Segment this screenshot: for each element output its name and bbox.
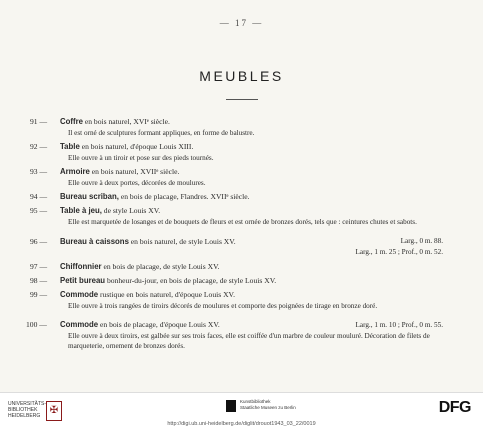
entry-item-description: de style Louis XV. bbox=[101, 206, 161, 215]
entry-item-description: rustique en bois naturel, d'époque Louis XV. bbox=[98, 290, 235, 299]
entry-number: 92 — bbox=[30, 142, 48, 151]
entry-item-name: Commode bbox=[60, 320, 99, 329]
entry-heading bbox=[60, 206, 160, 216]
entry-heading bbox=[60, 237, 236, 247]
entry-heading bbox=[60, 262, 220, 272]
entry-heading bbox=[60, 290, 235, 300]
entry-number: 99 — bbox=[30, 290, 48, 299]
entry-item-name: Bureau à caissons bbox=[60, 237, 129, 246]
entry-detail: Il est orné de sculptures formant appliques, en forme de balustre. bbox=[68, 129, 255, 137]
entry-detail: Elle ouvre à deux portes, décorées de moulures. bbox=[68, 179, 206, 187]
entry-number: 94 — bbox=[30, 192, 48, 201]
page-title: MEUBLES bbox=[199, 68, 284, 84]
entry-item-description: en bois naturel, XVIᵉ siècle. bbox=[82, 117, 170, 126]
entry-detail: Elle ouvre à deux tiroirs, est galbée sur ses trois faces, elle est coiffée d'un marbre de couleur mouluré. Décoration de filets de marqueterie, ornement de bronzes dorés. bbox=[68, 332, 430, 350]
university-seal-icon: ✠ bbox=[46, 401, 62, 421]
entry-item-name: Petit bureau bbox=[60, 276, 106, 285]
entry-detail: Elle ouvre à trois rangées de tiroirs décorés de moulures et comporte des poignées de tirage en bronze doré. bbox=[68, 302, 378, 310]
entry-dimensions: Larg., 0 m. 88. bbox=[400, 237, 443, 245]
footer-bar bbox=[0, 392, 483, 431]
entry-item-name: Table bbox=[60, 142, 80, 151]
entry-dimensions: Larg., 1 m. 25 ; Prof., 0 m. 52. bbox=[355, 248, 443, 256]
title-divider bbox=[226, 99, 258, 100]
university-library-logo-text: UNIVERSITÄTS- BIBLIOTHEK HEIDELBERG bbox=[8, 401, 47, 419]
entry-item-description: bonheur-du-jour, en bois de placage, de style Louis XV. bbox=[105, 276, 277, 285]
entry-item-name: Chiffonnier bbox=[60, 262, 102, 271]
entry-detail: Elle ouvre à un tiroir et pose sur des pieds tournés. bbox=[68, 154, 214, 162]
entry-number: 96 — bbox=[30, 237, 48, 246]
entry-item-name: Coffre bbox=[60, 117, 83, 126]
entry-item-description: en bois naturel, XVIIᵉ siècle. bbox=[89, 167, 180, 176]
entry-item-name: Table à jeu, bbox=[60, 206, 102, 215]
entry-heading bbox=[60, 320, 220, 330]
source-url[interactable]: http://digi.ub.uni-heidelberg.de/diglit/drouot1943_03_22/0019 bbox=[167, 421, 316, 427]
kunstbibliothek-text: Kunstbibliothek Staatliche Museen zu Berlin bbox=[240, 399, 296, 410]
entry-dimensions: Larg., 1 m. 10 ; Prof., 0 m. 55. bbox=[355, 321, 443, 329]
entry-heading bbox=[60, 117, 170, 127]
entry-heading bbox=[60, 167, 179, 177]
entry-item-description: en bois de placage, Flandres. XVIIᵉ siècle. bbox=[118, 192, 250, 201]
kunstbibliothek-logo-icon bbox=[226, 400, 236, 412]
entry-number: 91 — bbox=[30, 117, 48, 126]
entry-number: 100 — bbox=[26, 320, 47, 329]
entry-item-name: Commode bbox=[60, 290, 99, 299]
page-number: — 17 — bbox=[219, 18, 264, 28]
entry-number: 98 — bbox=[30, 276, 48, 285]
entry-item-description: en bois de placage, de style Louis XV. bbox=[101, 262, 220, 271]
dfg-logo: DFG bbox=[438, 399, 471, 416]
entry-item-description: en bois de placage, d'époque Louis XV. bbox=[98, 320, 220, 329]
entry-heading bbox=[60, 142, 193, 152]
entry-item-name: Armoire bbox=[60, 167, 90, 176]
entry-detail: Elle est marquetée de losanges et de bouquets de fleurs et est ornée de bronzes dorés, tels que : ceintures chutes et sabots. bbox=[68, 218, 417, 226]
entry-heading bbox=[60, 192, 250, 202]
entry-number: 93 — bbox=[30, 167, 48, 176]
entry-item-description: en bois naturel, d'époque Louis XIII. bbox=[79, 142, 194, 151]
entry-heading bbox=[60, 276, 276, 286]
entry-number: 97 — bbox=[30, 262, 48, 271]
entry-number: 95 — bbox=[30, 206, 48, 215]
entry-item-name: Bureau scriban, bbox=[60, 192, 119, 201]
entry-item-description: en bois naturel, de style Louis XV. bbox=[128, 237, 236, 246]
